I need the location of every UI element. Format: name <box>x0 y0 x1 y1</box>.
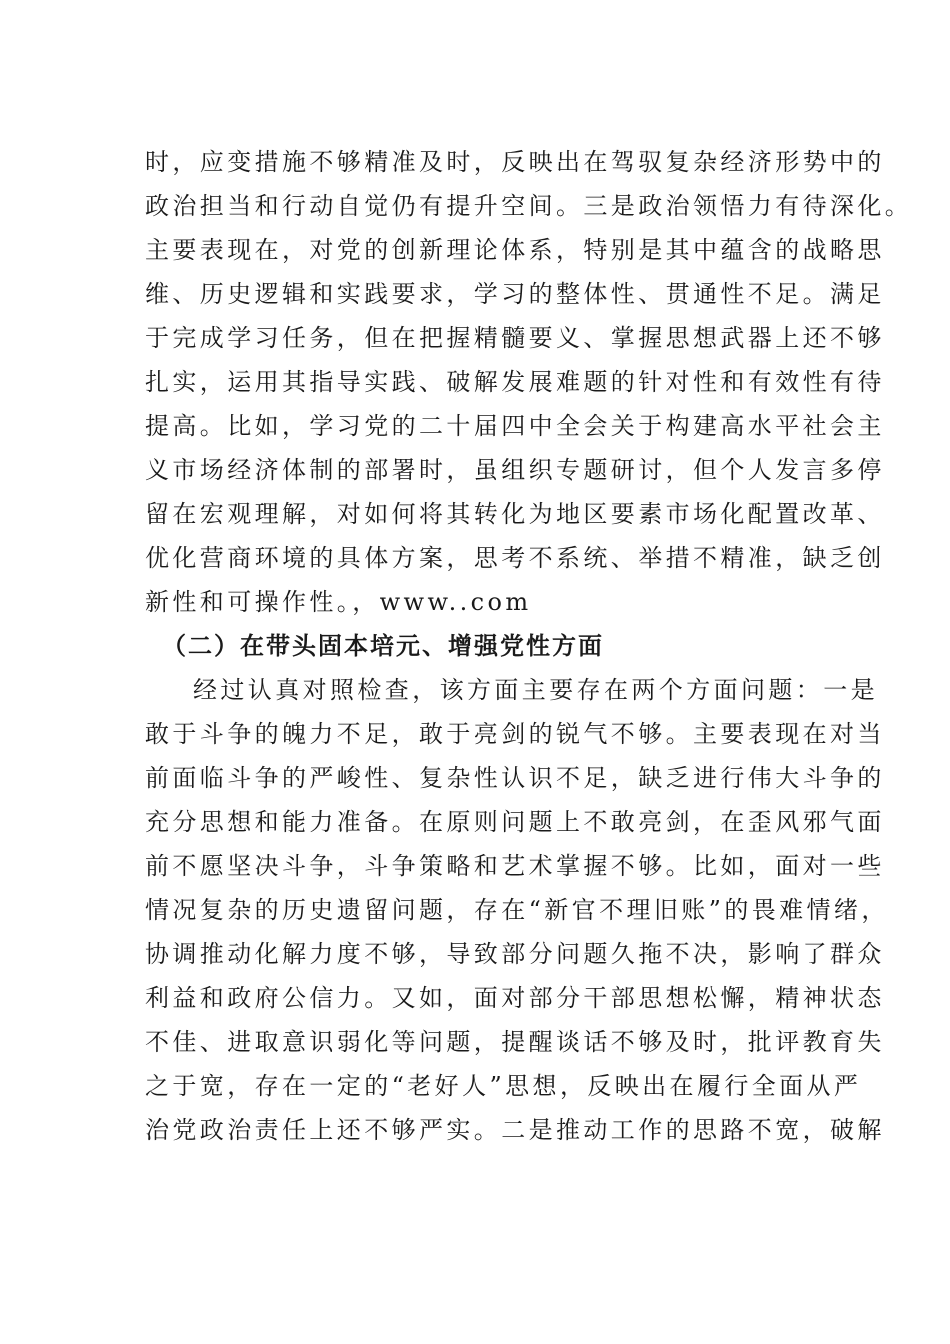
paragraph-line: 政治担当和行动自觉仍有提升空间。三是政治领悟力有待深化。 <box>145 192 913 220</box>
paragraph-line: 主要表现在，对党的创新理论体系，特别是其中蕴含的战略思 <box>145 236 885 264</box>
paragraph-line: 之于宽，存在一定的“老好人”思想，反映出在履行全面从严 <box>145 1072 862 1100</box>
paragraph-line: 利益和政府公信力。又如，面对部分干部思想松懈，精神状态 <box>145 984 885 1012</box>
paragraph-line: 时，应变措施不够精准及时，反映出在驾驭复杂经济形势中的 <box>145 148 885 176</box>
paragraph-line: 敢于斗争的魄力不足，敢于亮剑的锐气不够。主要表现在对当 <box>145 720 885 748</box>
paragraph-line: 情况复杂的历史遗留问题，存在“新官不理旧账”的畏难情绪， <box>145 896 889 924</box>
paragraph-line: 协调推动化解力度不够，导致部分问题久拖不决，影响了群众 <box>145 940 885 968</box>
paragraph-line: 充分思想和能力准备。在原则问题上不敢亮剑，在歪风邪气面 <box>145 808 885 836</box>
paragraph-line: 义市场经济体制的部署时，虽组织专题研讨，但个人发言多停 <box>145 456 885 484</box>
section-heading: （二）在带头固本培元、增强党性方面 <box>162 631 604 660</box>
paragraph-line: 提高。比如，学习党的二十届四中全会关于构建高水平社会主 <box>145 412 885 440</box>
paragraph-line: 于完成学习任务，但在把握精髓要义、掌握思想武器上还不够 <box>145 324 885 352</box>
paragraph-line: 新性和可操作性。，www..com <box>145 588 532 616</box>
paragraph-line: 不佳、进取意识弱化等问题，提醒谈话不够及时，批评教育失 <box>145 1028 885 1056</box>
paragraph-line: 扎实，运用其指导实践、破解发展难题的针对性和有效性有待 <box>145 368 885 396</box>
paragraph-line: 维、历史逻辑和实践要求，学习的整体性、贯通性不足。满足 <box>145 280 885 308</box>
paragraph-line: 留在宏观理解，对如何将其转化为地区要素市场化配置改革、 <box>145 500 885 528</box>
paragraph-line: 优化营商环境的具体方案，思考不系统、举措不精准，缺乏创 <box>145 544 885 572</box>
paragraph-line: 经过认真对照检查，该方面主要存在两个方面问题：一是 <box>193 676 878 704</box>
paragraph-line: 前面临斗争的严峻性、复杂性认识不足，缺乏进行伟大斗争的 <box>145 764 885 792</box>
paragraph-line: 前不愿坚决斗争，斗争策略和艺术掌握不够。比如，面对一些 <box>145 852 885 880</box>
paragraph-line: 治党政治责任上还不够严实。二是推动工作的思路不宽，破解 <box>145 1116 885 1144</box>
